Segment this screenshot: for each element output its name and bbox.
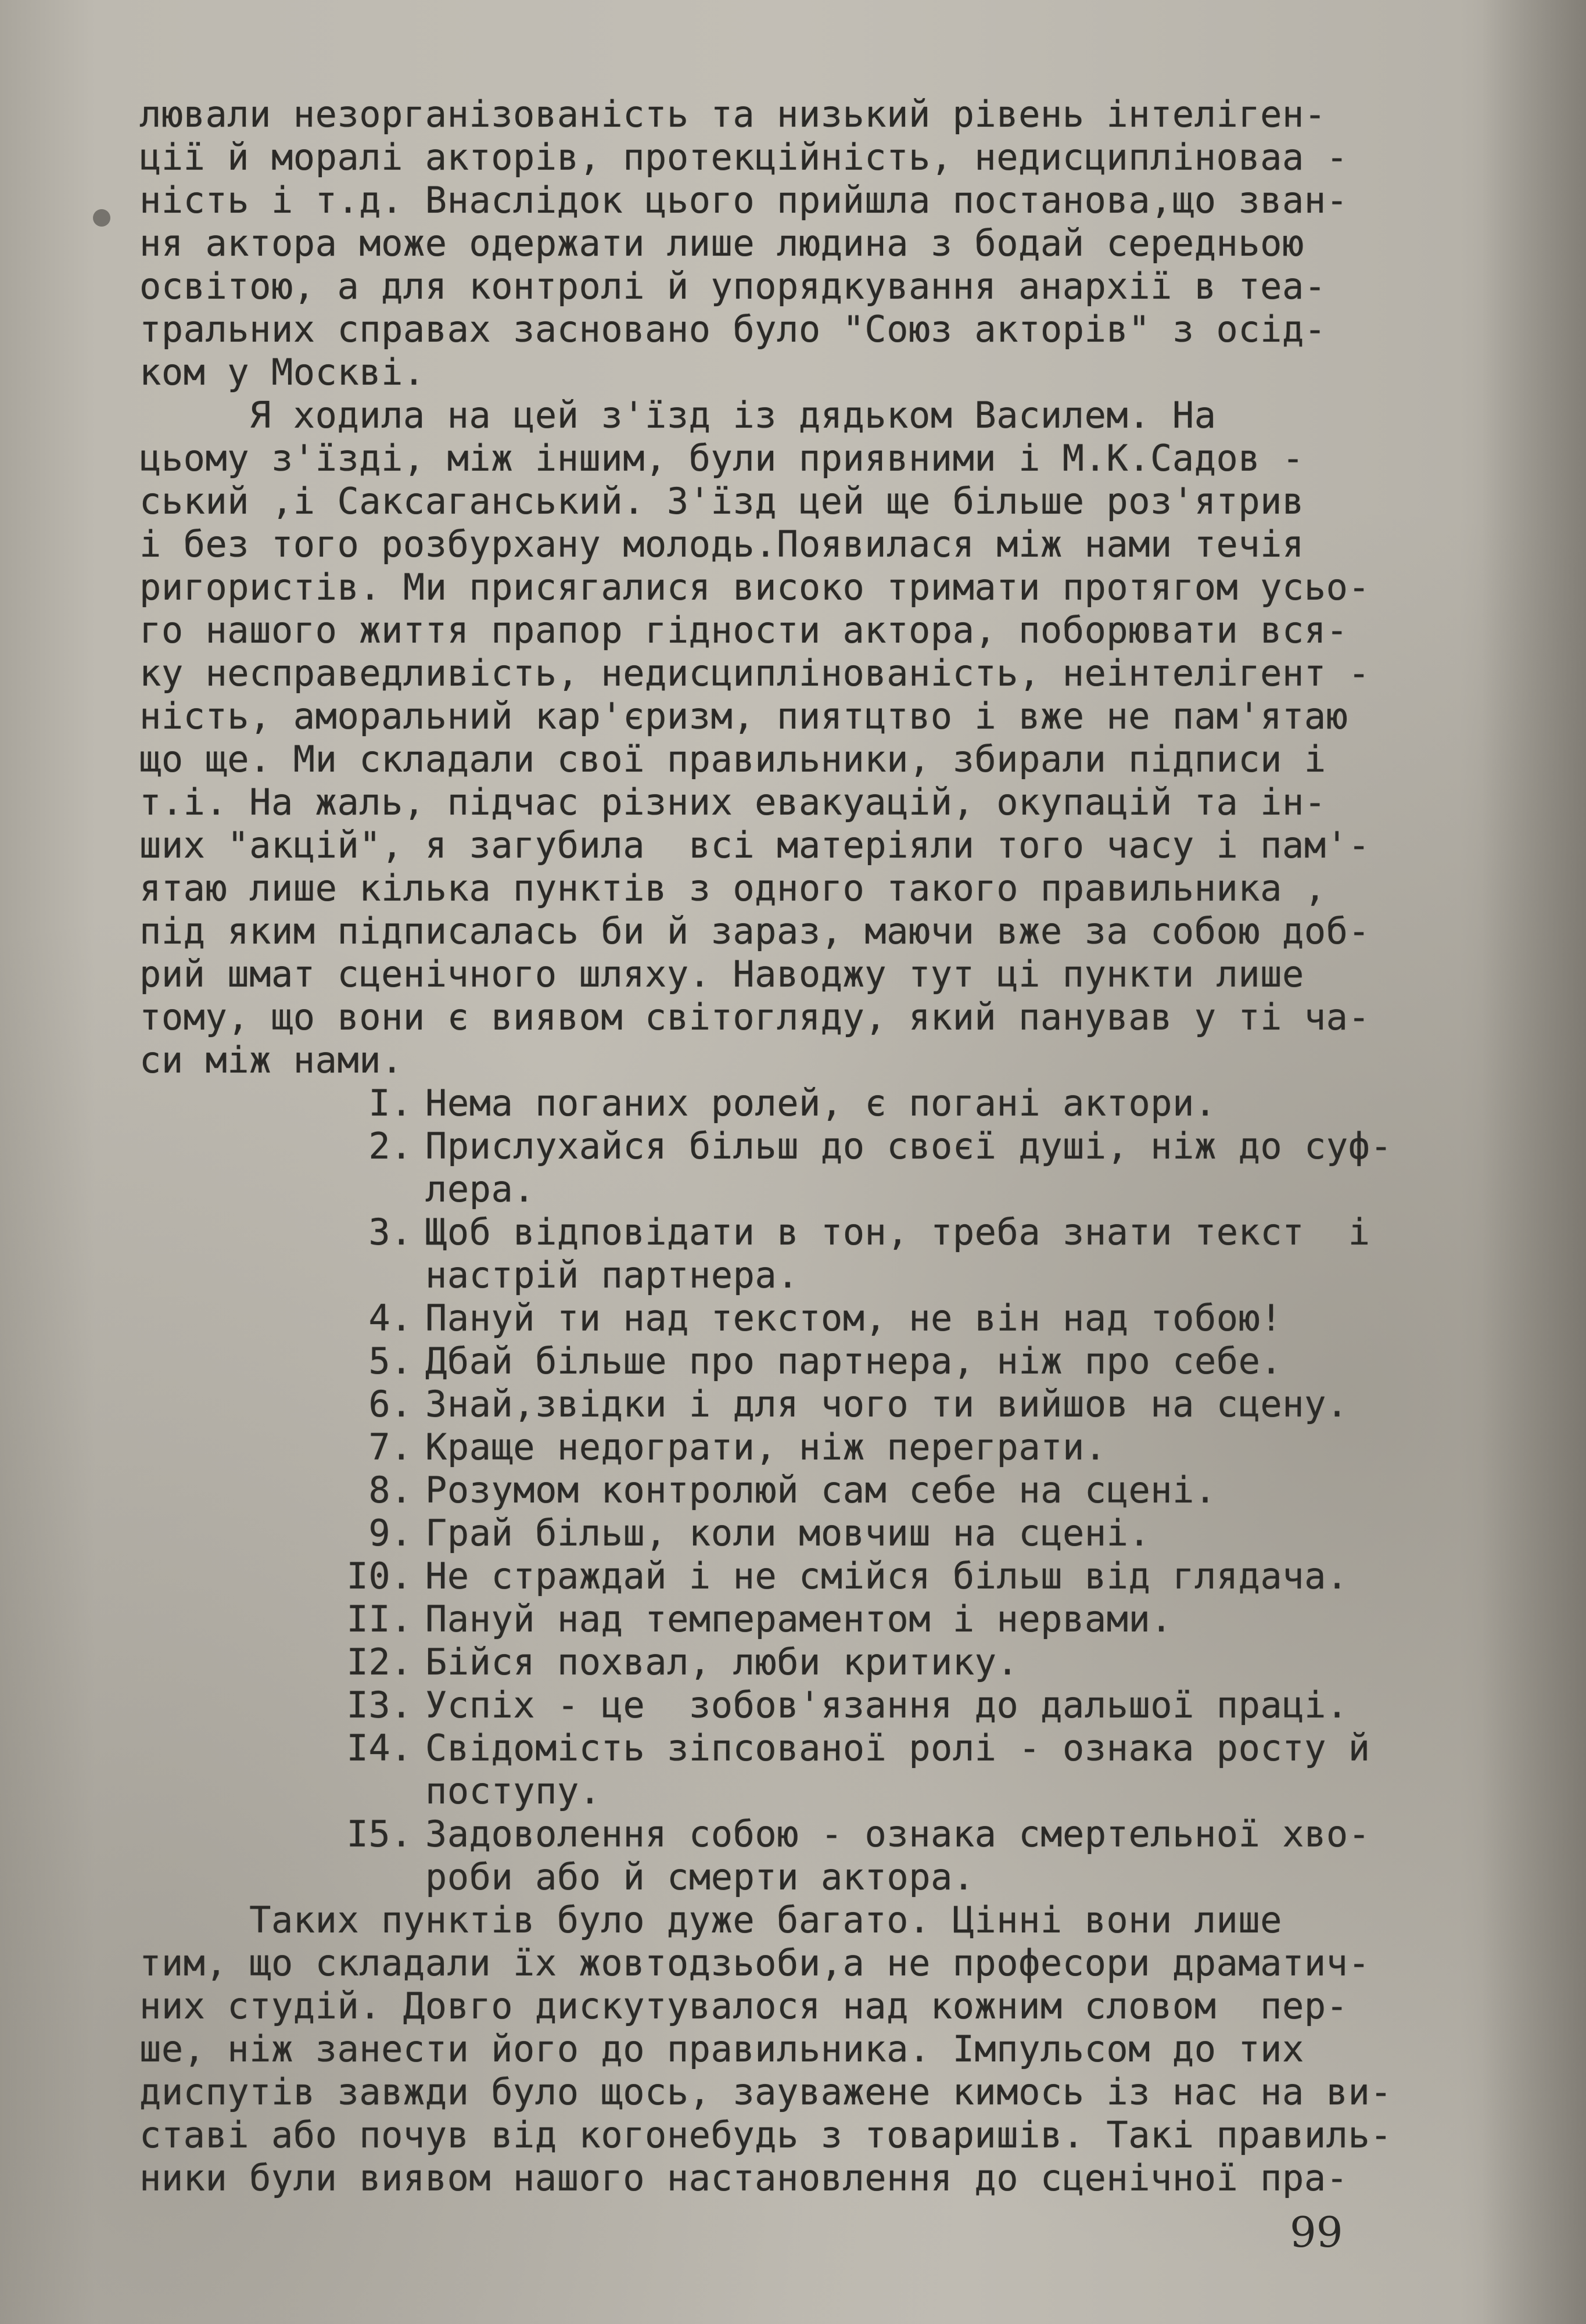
text-line: що ще. Ми складали свої правильники, збирали підписи і bbox=[139, 738, 1326, 780]
rule-text-line: Задоволення собою - ознака смертельної хво- bbox=[425, 1813, 1370, 1855]
rule-number: 2. bbox=[368, 1125, 412, 1167]
rule-number: 8. bbox=[368, 1469, 412, 1511]
rule-item bbox=[314, 1512, 1510, 1555]
text-line: ність і т.д. Внаслідок цього прийшла постанова,що зван- bbox=[139, 179, 1348, 221]
rule-number: 3. bbox=[368, 1211, 412, 1253]
rule-text bbox=[425, 1426, 1510, 1469]
rule-text bbox=[425, 1383, 1510, 1426]
text-line: ку несправедливість, недисциплінованість, неінтелігент - bbox=[139, 652, 1370, 694]
text-line: освітою, а для контролі й упорядкування анархії в теа- bbox=[139, 265, 1326, 307]
text-line: ники були виявом нашого настановлення до сценічної пра- bbox=[139, 2157, 1348, 2199]
text-line: тим, що складали їх жовтодзьоби,а не професори драматич- bbox=[139, 1942, 1370, 1984]
rule-text bbox=[425, 1512, 1510, 1555]
rule-text-line: Краще недограти, ніж переграти. bbox=[425, 1426, 1107, 1468]
rule-item bbox=[314, 1211, 1510, 1297]
rule-text-line: Свідомість зіпсованої ролі - ознака росту й bbox=[425, 1727, 1370, 1769]
rule-number: I5. bbox=[346, 1813, 412, 1855]
rule-text bbox=[425, 1340, 1510, 1383]
rule-number: 4. bbox=[368, 1297, 412, 1339]
rule-text bbox=[425, 1469, 1510, 1512]
text-line: Я ходила на цей з'їзд із дядьком Василем. На bbox=[139, 394, 1217, 436]
rule-text-line: настрій партнера. bbox=[425, 1254, 799, 1296]
text-line: них студій. Довго дискутувалося над кожним словом пер- bbox=[139, 1985, 1348, 2027]
rule-text-line: Щоб відповідати в тон, треба знати текст і bbox=[425, 1211, 1370, 1253]
paragraph-2 bbox=[139, 394, 1510, 1082]
rule-number: 7. bbox=[368, 1426, 412, 1468]
text-line: ше, ніж занести його до правильника. Імпульсом до тих bbox=[139, 2028, 1304, 2070]
text-line: Таких пунктів було дуже багато. Цінні вони лише bbox=[139, 1899, 1283, 1941]
text-line: і без того розбурхану молодь.Появилася між нами течія bbox=[139, 523, 1304, 565]
rules-list bbox=[314, 1082, 1510, 1899]
rule-item bbox=[314, 1727, 1510, 1813]
rule-text bbox=[425, 1727, 1510, 1813]
rule-number: I2. bbox=[346, 1641, 412, 1683]
rule-text bbox=[425, 1684, 1510, 1727]
rule-item bbox=[314, 1426, 1510, 1469]
text-line: під яким підписалась би й зараз, маючи вже за собою доб- bbox=[139, 910, 1370, 952]
rule-number: 9. bbox=[368, 1512, 412, 1554]
rule-item bbox=[314, 1469, 1510, 1512]
rule-text bbox=[425, 1598, 1510, 1641]
rule-number: I. bbox=[368, 1082, 412, 1124]
rule-item bbox=[314, 1125, 1510, 1211]
rule-text bbox=[425, 1297, 1510, 1340]
rule-number: I0. bbox=[346, 1555, 412, 1597]
text-line: тральних справах засновано було "Союз акторів" з осід- bbox=[139, 308, 1326, 350]
rule-item bbox=[314, 1684, 1510, 1727]
rule-text-line: Грай більш, коли мовчиш на сцені. bbox=[425, 1512, 1151, 1554]
text-line: си між нами. bbox=[139, 1039, 403, 1081]
text-line: лювали незорганізованість та низький рівень інтеліген- bbox=[139, 93, 1326, 135]
rule-text-line: Бійся похвал, люби критику. bbox=[425, 1641, 1019, 1683]
rule-number: I3. bbox=[346, 1684, 412, 1726]
text-line: ський ,і Саксаганський. З'їзд цей ще більше роз'ятрив bbox=[139, 480, 1304, 522]
rule-text-line: поступу. bbox=[425, 1770, 601, 1812]
rule-text-line: роби або й смерти актора. bbox=[425, 1856, 975, 1898]
text-line: ком у Москві. bbox=[139, 351, 425, 393]
rule-text-line: Пануй ти над текстом, не він над тобою! bbox=[425, 1297, 1283, 1339]
typewritten-text bbox=[139, 93, 1510, 2200]
text-line: го нашого життя прапор гідности актора, поборювати вся- bbox=[139, 609, 1348, 651]
rule-text bbox=[425, 1555, 1510, 1598]
rule-item bbox=[314, 1813, 1510, 1899]
text-line: ятаю лише кілька пунктів з одного такого правильника , bbox=[139, 867, 1326, 909]
text-line: ригористів. Ми присягалися високо тримати протягом усьо- bbox=[139, 566, 1370, 608]
text-line: рий шмат сценічного шляху. Наводжу тут ці пункти лише bbox=[139, 953, 1304, 995]
rule-item bbox=[314, 1641, 1510, 1684]
text-line: ших "акцій", я загубила всі матеріяли того часу і пам'- bbox=[139, 824, 1370, 866]
rule-text bbox=[425, 1813, 1510, 1899]
rule-text-line: Нема поганих ролей, є погані актори. bbox=[425, 1082, 1217, 1124]
text-line: ність, аморальний кар'єризм, пиятцтво і вже не пам'ятаю bbox=[139, 695, 1348, 737]
paragraph-3 bbox=[139, 1899, 1510, 2200]
rule-text-line: Розумом контролюй сам себе на сцені. bbox=[425, 1469, 1217, 1511]
rule-text-line: Знай,звідки і для чого ти вийшов на сцену. bbox=[425, 1383, 1348, 1425]
text-line: цьому з'їзді, між іншим, були приявними і М.К.Садов - bbox=[139, 437, 1304, 479]
rule-item bbox=[314, 1297, 1510, 1340]
rule-number: 6. bbox=[368, 1383, 412, 1425]
rule-text bbox=[425, 1641, 1510, 1684]
rule-text bbox=[425, 1211, 1510, 1297]
rule-text-line: лера. bbox=[425, 1168, 536, 1210]
text-line: т.і. На жаль, підчас різних евакуацій, окупацій та ін- bbox=[139, 781, 1326, 823]
rule-text-line: Не страждай і не смійся більш від глядача. bbox=[425, 1555, 1348, 1597]
rule-number: I4. bbox=[346, 1727, 412, 1769]
text-line: ставі або почув від когонебудь з товаришів. Такі правиль- bbox=[139, 2114, 1393, 2156]
rule-text bbox=[425, 1125, 1510, 1211]
text-line: диспутів завжди було щось, зауважене кимось із нас на ви- bbox=[139, 2071, 1393, 2113]
rule-number: II. bbox=[346, 1598, 412, 1640]
page-number: 99 bbox=[1290, 2208, 1343, 2257]
text-line: ня актора може одержати лише людина з бодай середньою bbox=[139, 222, 1304, 264]
text-line: ції й моралі акторів, протекційність, недисципліноваа - bbox=[139, 136, 1348, 178]
rule-text-line: Пануй над темпераментом і нервами. bbox=[425, 1598, 1173, 1640]
paragraph-1 bbox=[139, 93, 1510, 394]
rule-number: 5. bbox=[368, 1340, 412, 1382]
rule-item bbox=[314, 1340, 1510, 1383]
rule-item bbox=[314, 1383, 1510, 1426]
rule-text bbox=[425, 1082, 1510, 1125]
ink-blot bbox=[93, 209, 110, 227]
rule-item bbox=[314, 1082, 1510, 1125]
rule-text-line: Прислухайся більш до своєї душі, ніж до суф- bbox=[425, 1125, 1393, 1167]
rule-item bbox=[314, 1598, 1510, 1641]
rule-text-line: Дбай більше про партнера, ніж про себе. bbox=[425, 1340, 1283, 1382]
rule-item bbox=[314, 1555, 1510, 1598]
rule-text-line: Успіх - це зобов'язання до дальшої праці. bbox=[425, 1684, 1348, 1726]
text-line: тому, що вони є виявом світогляду, який панував у ті ча- bbox=[139, 996, 1370, 1038]
